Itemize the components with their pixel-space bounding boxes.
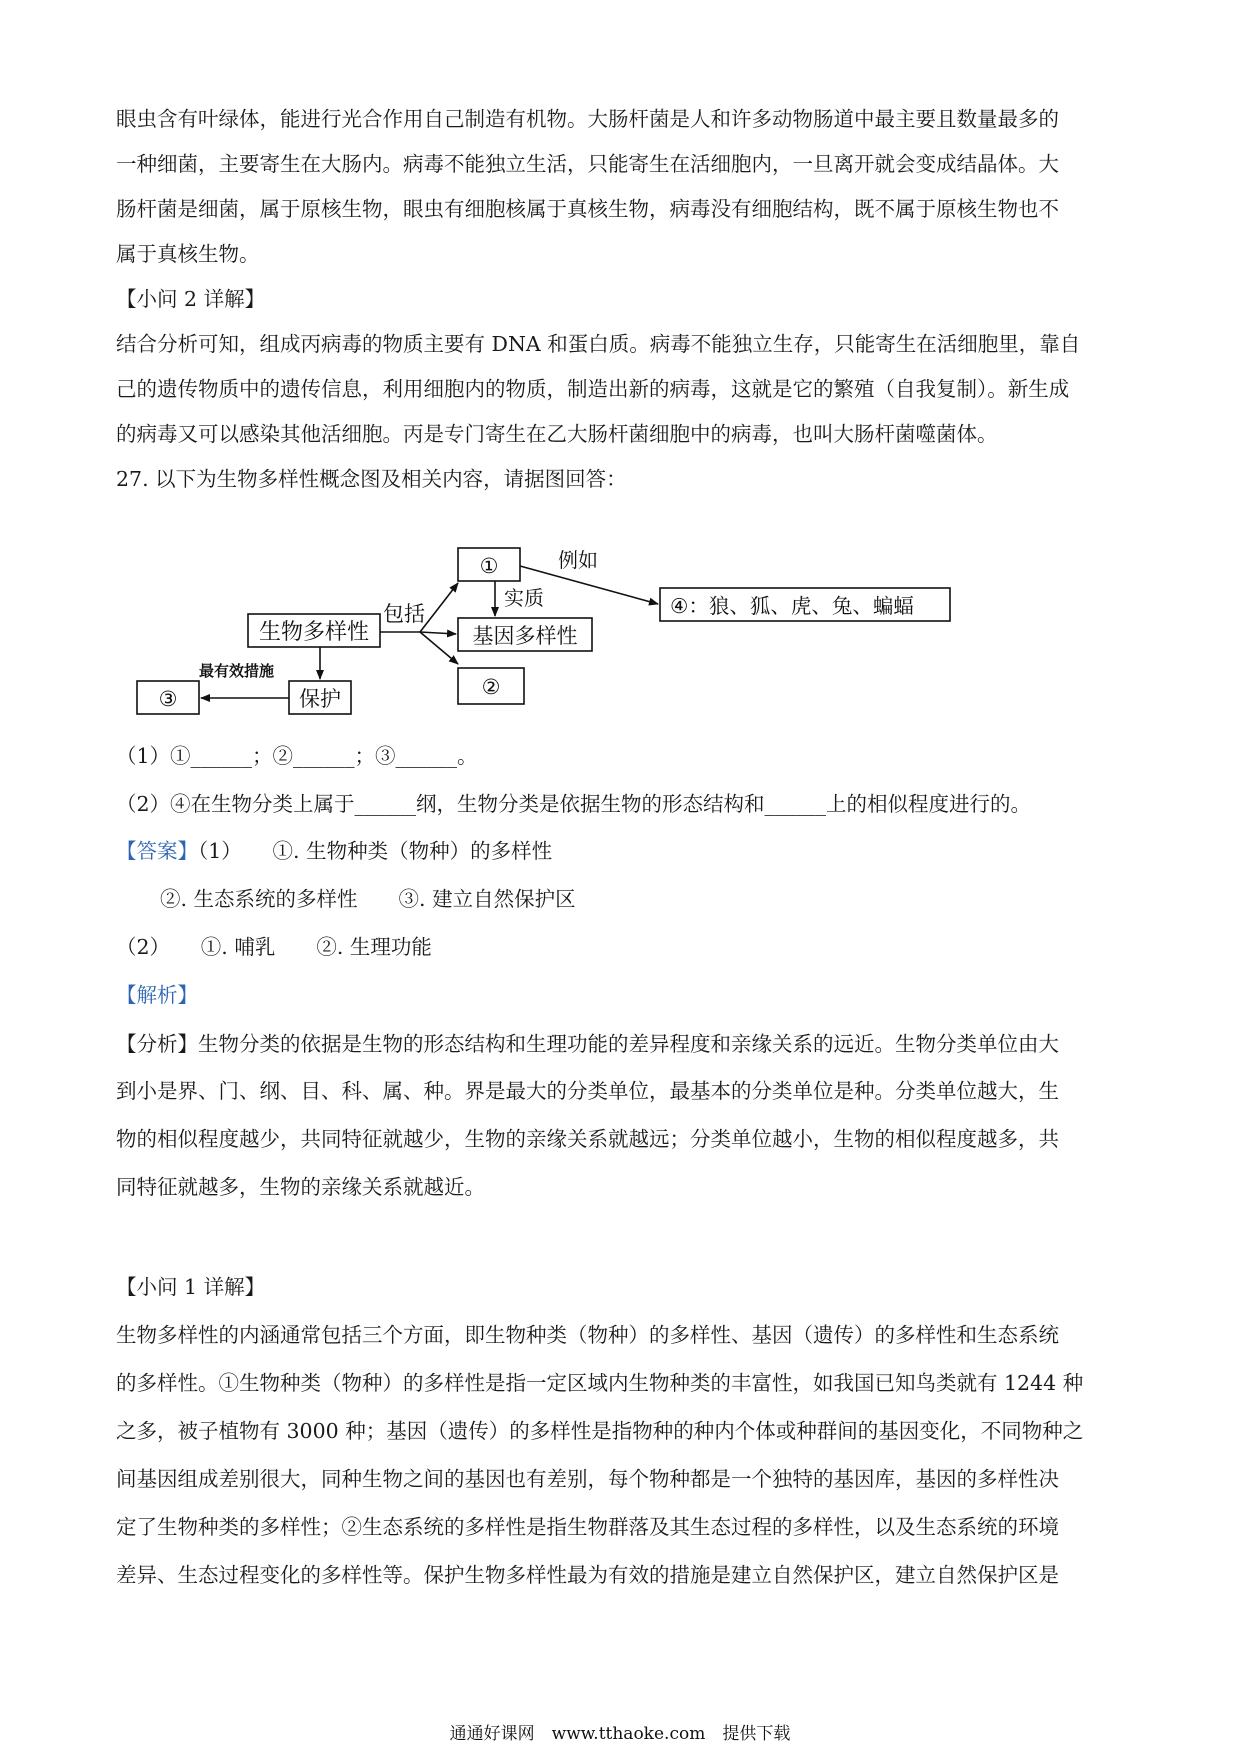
text-line: 【分析】生物分类的依据是生物的形态结构和生理功能的差异程度和亲缘关系的远近。生物分类单位由大: [116, 1032, 1059, 1056]
text-line: 一种细菌，主要寄生在大肠内。病毒不能独立生活，只能寄生在活细胞内，一旦离开就会变成结晶体。大: [116, 152, 1059, 176]
effective-label: 最有效措施: [199, 662, 275, 680]
text-line: 到小是界、门、纲、目、科、属、种。界是最大的分类单位，最基本的分类单位是种。分类单位越大，生: [116, 1079, 1059, 1103]
section-heading: 【小问 2 详解】: [116, 287, 266, 311]
text-line: 间基因组成差别很大，同种生物之间的基因也有差别，每个物种都是一个独特的基因库，基因的多样性决: [116, 1467, 1059, 1491]
text-line: 的病毒又可以感染其他活细胞。丙是专门寄生在乙大肠杆菌细胞中的病毒，也叫大肠杆菌噬菌体。: [116, 422, 998, 446]
text-line: 差异、生态过程变化的多样性等。保护生物多样性最为有效的措施是建立自然保护区，建立自然保护区是: [116, 1563, 1059, 1587]
box-3-label: ③: [158, 687, 178, 711]
text-line: 定了生物种类的多样性；②生态系统的多样性是指生物群落及其生态过程的多样性，以及生态系统的环境: [116, 1515, 1059, 1539]
question-title: 27. 以下为生物多样性概念图及相关内容，请据图回答：: [116, 467, 627, 491]
arrow-include-up: [420, 583, 458, 632]
text-line: 之多，被子植物有 3000 种；基因（遗传）的多样性是指物种的种内个体或种群间的基因变化，不同物种之: [116, 1419, 1084, 1443]
text-line: 的多样性。①生物种类（物种）的多样性是指一定区域内生物种类的丰富性，如我国已知鸟类就有 1244 种: [116, 1371, 1084, 1395]
box-1: [458, 548, 520, 581]
answer-label: 【答案】: [116, 839, 198, 863]
text-line: 己的遗传物质中的遗传信息，利用细胞内的物质，制造出新的病毒，这就是它的繁殖（自我复制）。新生成: [116, 377, 1070, 401]
gene-box-label: 基因多样性: [472, 624, 578, 648]
box-protect: [289, 681, 351, 714]
text-line: 同特征就越多，生物的亲缘关系就越近。: [116, 1175, 485, 1199]
box-3: [137, 681, 199, 714]
box-4-label: ④：狼、狐、虎、兔、蝙蝠: [670, 594, 914, 618]
text-line: 肠杆菌是细菌，属于原核生物，眼虫有细胞核属于真核生物，病毒没有细胞结构，既不属于原核生物也不: [116, 197, 1059, 221]
section-heading: 【小问 1 详解】: [116, 1275, 266, 1299]
include-label: 包括: [383, 602, 425, 626]
page-footer[interactable]: 通通好课网 www.tthaoke.com 提供下载: [449, 1724, 791, 1744]
question-1: （1）①______；②______；③______。: [116, 744, 478, 768]
protect-box-label: 保护: [299, 687, 341, 711]
arrow-example: [520, 566, 658, 604]
box-2-label: ②: [481, 675, 501, 699]
text-line: 生物多样性的内涵通常包括三个方面，即生物种类（物种）的多样性、基因（遗传）的多样性和生态系统: [116, 1323, 1059, 1347]
box-gene: [458, 618, 592, 651]
answer-line-1: [116, 836, 552, 866]
arrow-include-mid: [420, 632, 456, 634]
box-1-label: ①: [479, 554, 499, 578]
text-line: 属于真核生物。: [116, 242, 260, 266]
answer-line-2: ②. 生态系统的多样性 ③. 建立自然保护区: [160, 887, 576, 911]
box-4: [660, 588, 950, 621]
answer-part-1: （1） ①. 生物种类（物种）的多样性: [198, 839, 553, 863]
text-line: 物的相似程度越少，共同特征就越少，生物的亲缘关系就越远；分类单位越小，生物的相似程度越多，共: [116, 1127, 1059, 1151]
text-line: 眼虫含有叶绿体，能进行光合作用自己制造有机物。大肠杆菌是人和许多动物肠道中最主要且数量最多的: [116, 107, 1059, 131]
example-label: 例如: [558, 548, 598, 572]
box-main: [248, 614, 380, 647]
analysis-label: 【解析】: [116, 983, 198, 1007]
text-line: 结合分析可知，组成丙病毒的物质主要有 DNA 和蛋白质。病毒不能独立生存，只能寄生在活细胞里，靠自: [116, 332, 1081, 356]
arrow-include-down: [420, 632, 458, 664]
main-box-label: 生物多样性: [258, 620, 370, 645]
answer-line-3: （2） ①. 哺乳 ②. 生理功能: [116, 935, 432, 959]
essence-label: 实质: [504, 586, 544, 610]
question-2: （2）④在生物分类上属于______纲，生物分类是依据生物的形态结构和______上的相似程度进行的。: [116, 792, 1032, 816]
box-2: [458, 668, 524, 704]
